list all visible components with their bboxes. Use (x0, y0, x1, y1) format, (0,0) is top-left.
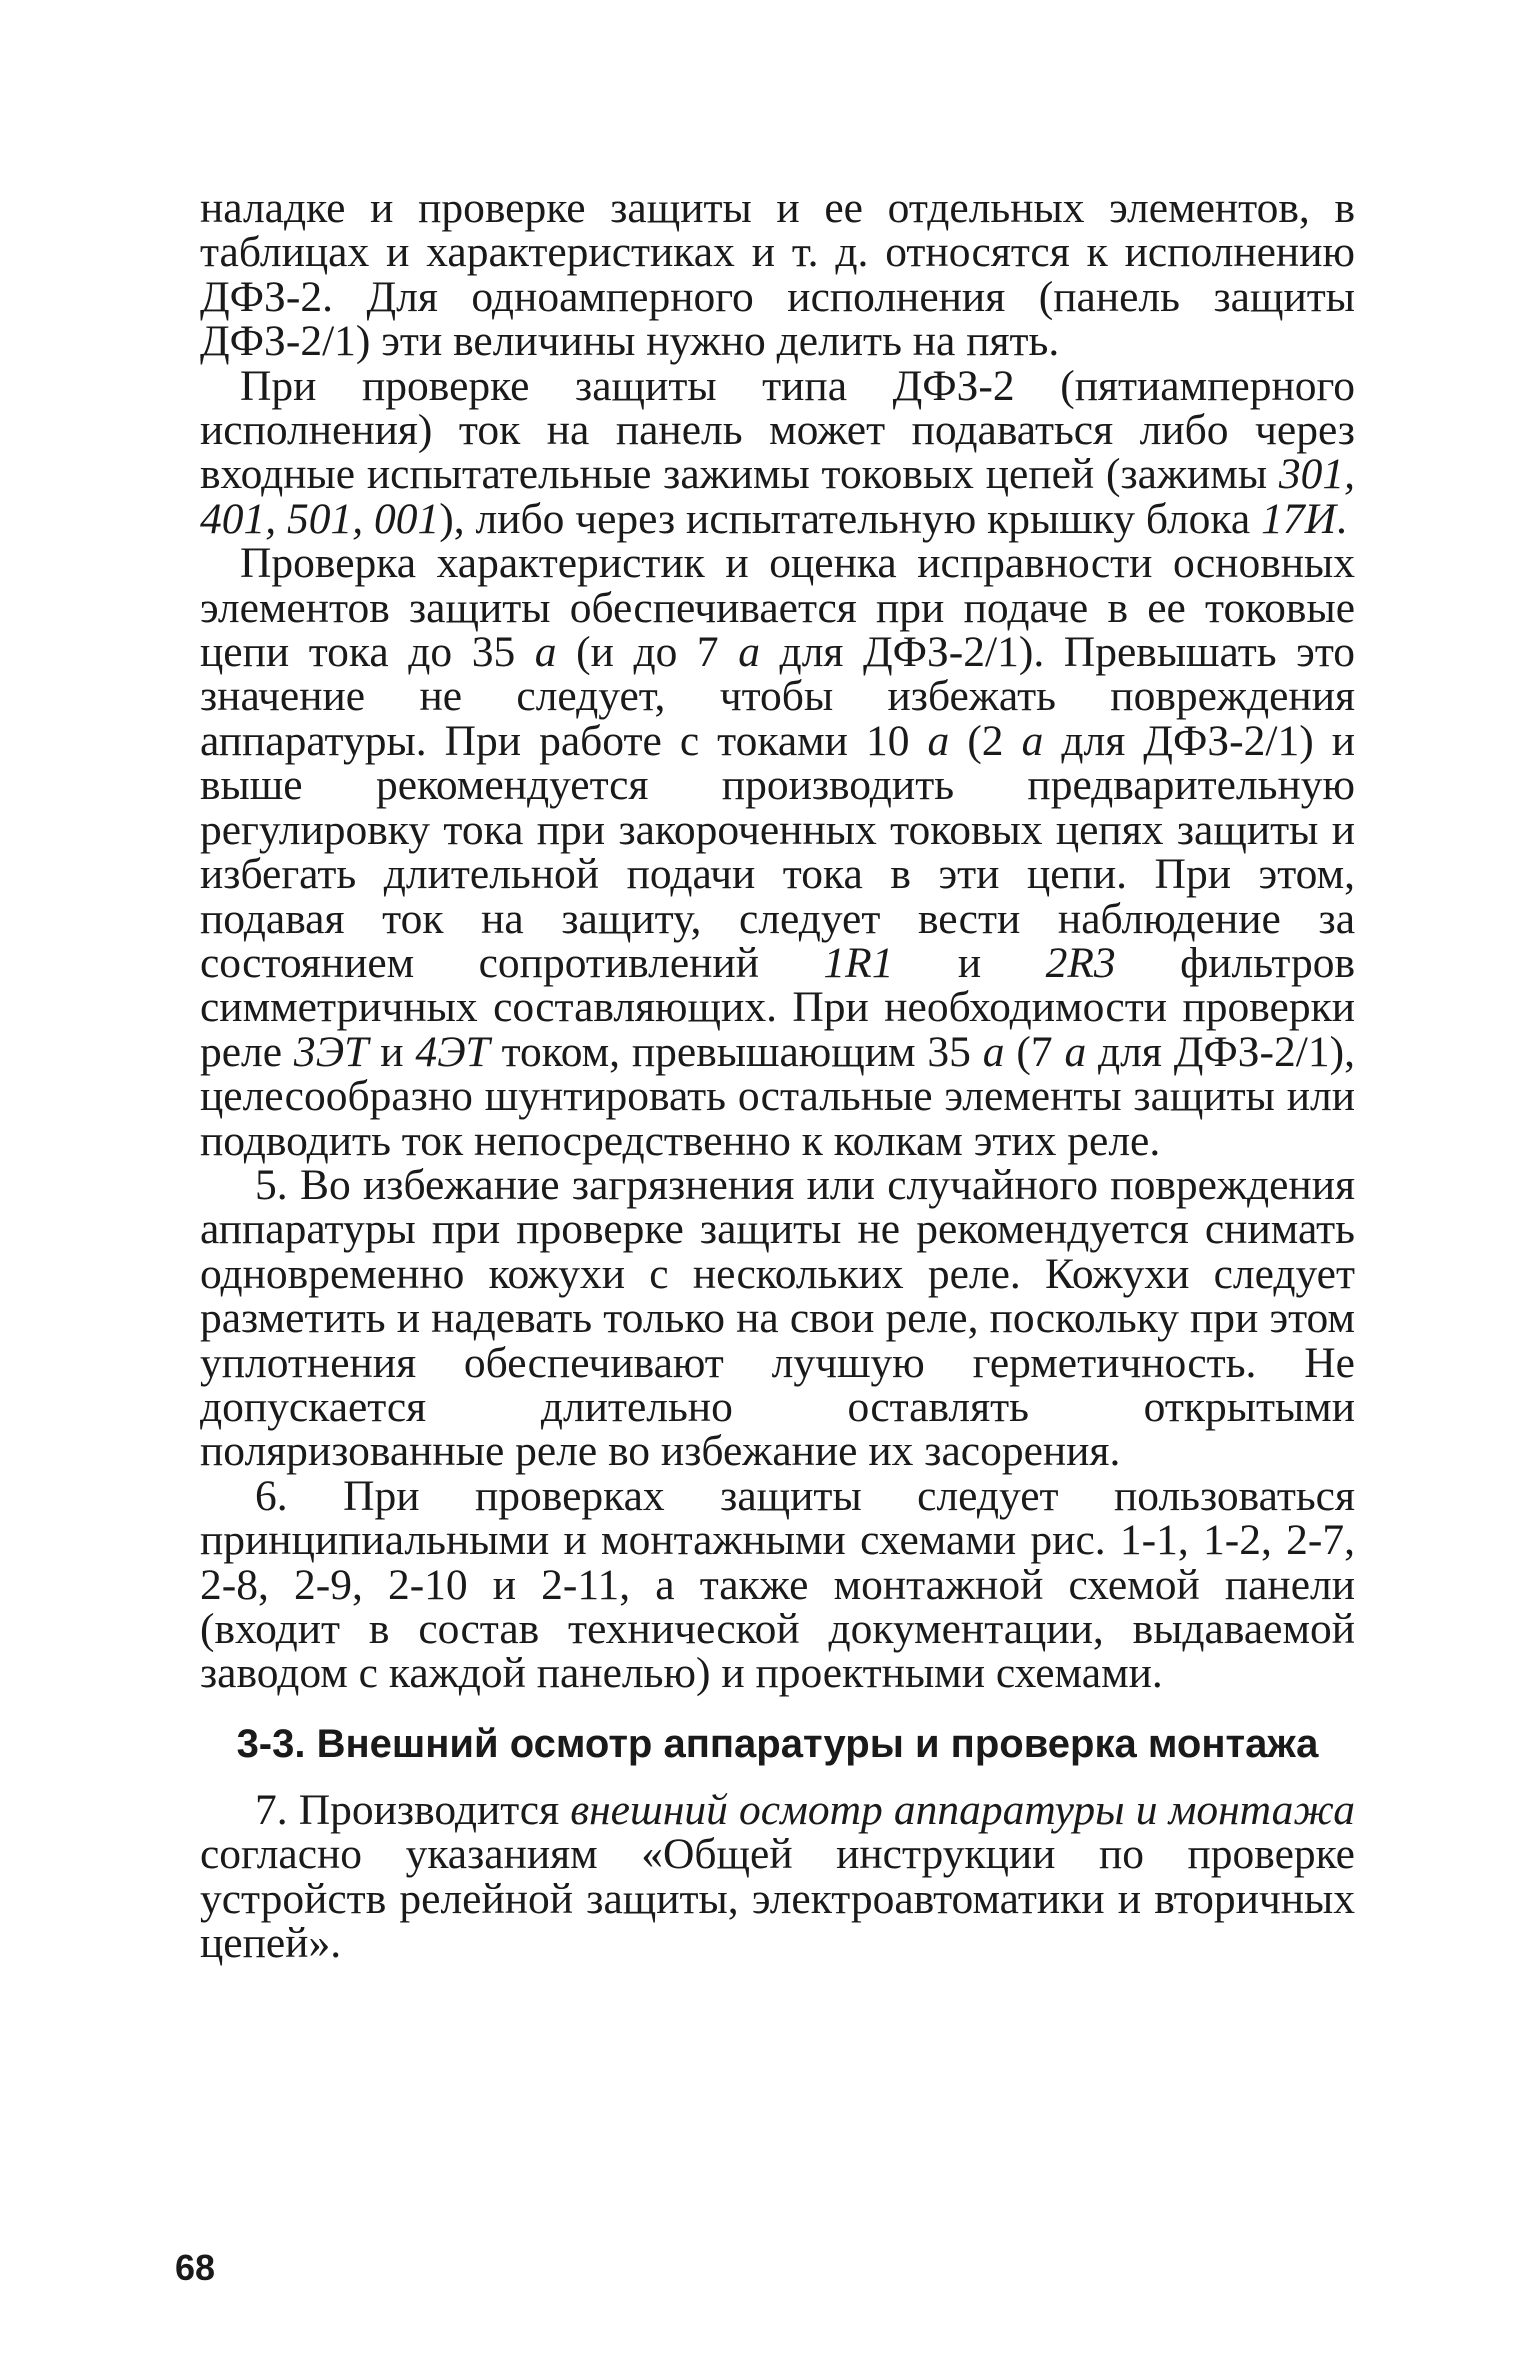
unit-ampere: а (1021, 716, 1044, 765)
text-run: фильтров симметричных составляющих. При необходимости проверки реле (200, 938, 1355, 1076)
text-run: 7. Производится (255, 1785, 571, 1834)
body-text (200, 184, 1356, 1968)
text-run: (и до 7 (556, 628, 739, 677)
paragraph-current-supply (200, 361, 1355, 543)
emphasized-text: внешний осмотр аппаратуры и монтажа (570, 1785, 1355, 1834)
unit-ampere: а (927, 716, 950, 765)
unit-ampere: а (738, 628, 760, 677)
text-run: ), либо через испытательную крышку блока (439, 494, 1262, 543)
resistor-label: 1R1 (823, 938, 894, 987)
text-run: Проверка характеристик и оценка исправности основных элементов защиты обеспечивается при подаче в ее токовые цепи тока до 35 (200, 539, 1355, 677)
text-run: для ДФЗ-2/1), целесообразно шунтировать остальные элементы защиты или подводить ток непосредственно к колкам этих реле. (200, 1027, 1355, 1165)
text-run: (7 (1004, 1027, 1065, 1076)
unit-ampere: а (1064, 1027, 1087, 1076)
page-number: 68 (175, 2247, 216, 2288)
block-label: 17И (1261, 494, 1336, 543)
text-run: и (368, 1027, 416, 1076)
section-heading: 3-3. Внешний осмотр аппаратуры и проверка монтажа (236, 1721, 1319, 1766)
text-run: При проверке защиты типа ДФЗ-2 (пятиамперного исполнения) ток на панель может подаваться либо через входные испытательные зажимы токовых цепей (зажимы (200, 361, 1355, 499)
resistor-label: 2R3 (1045, 938, 1116, 987)
paragraph-item-7 (200, 1785, 1355, 1968)
paragraph-item-6: 6. При проверках защиты следует пользоваться принципиальными и монтажными схемами рис. 1-1, 1-2, 2-7, 2-8, 2-9, 2-10 и 2-11, а также монтажной схемой панели (входит в состав технической документации, выдаваемой заводом с каждой панелью) и проектными схемами. (200, 1471, 1355, 1698)
unit-ampere: а (534, 628, 557, 677)
text-run: и (893, 938, 1046, 987)
clamp-numbers: 301, 401, 501, 001 (200, 450, 1355, 543)
paragraph-characteristics-check (200, 541, 1355, 1163)
unit-ampere: а (982, 1027, 1005, 1076)
text-run: током, превышающим 35 (489, 1027, 983, 1076)
text-run: согласно указаниям «Общей инструкции по проверке устройств релейной защиты, электроавтоматики и вторичных цепей». (200, 1830, 1355, 1968)
relay-label: 4ЭТ (415, 1027, 490, 1076)
text-run: . (1335, 494, 1347, 543)
relay-label: 3ЭТ (293, 1027, 369, 1076)
paragraph-continuation: наладке и проверке защиты и ее отдельных элементов, в таблицах и характеристиках и т. д. относятся к исполнению ДФЗ-2. Для одноамперного исполнения (панель защиты ДФЗ-2/1) эти величины нужно делить на пять. (200, 184, 1355, 366)
text-run: для ДФЗ-2/1). Превышать это значение не следует, чтобы избежать повреждения аппаратуры. При работе с токами 10 (200, 628, 1356, 765)
text-run: для ДФЗ-2/1) и выше рекомендуется производить предварительную регулировку тока при закороченных токовых цепях защиты и избегать длительной подачи тока в эти цепи. При этом, подавая ток на защиту, следует вести наблюдение за состоянием сопротивлений (200, 716, 1355, 987)
text-run: (2 (949, 716, 1022, 765)
paragraph-item-5: 5. Во избежание загрязнения или случайного повреждения аппаратуры при проверке защиты не рекомендуется снимать одновременно кожухи с нескольких реле. Кожухи следует разметить и надевать только на свои реле, поскольку при этом уплотнения обеспечивают лучшую герметичность. Не допускается длительно оставлять открытыми поляризованные реле во избежание их засорения. (200, 1160, 1355, 1476)
